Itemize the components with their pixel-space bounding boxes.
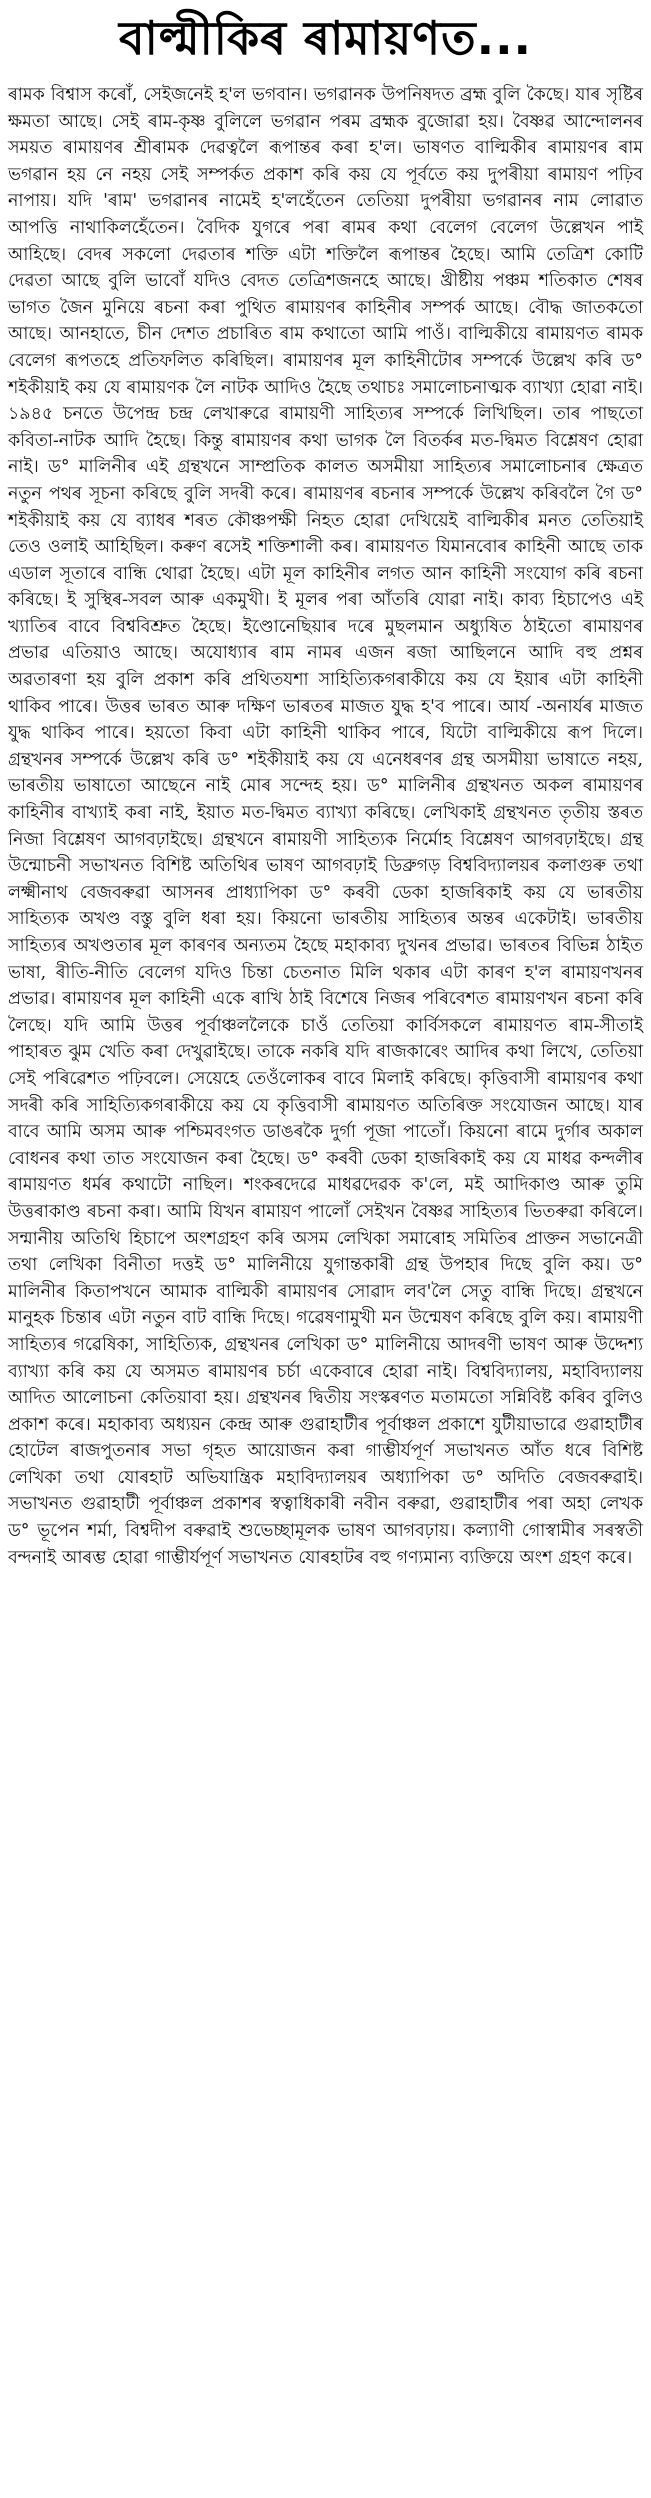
article-body: ৰামক বিশ্বাস কৰোঁ, সেইজনেই হ'ল ভগবান। ভগৱানক উপনিষদত ব্ৰহ্ম বুলি কৈছে। যাৰ সৃষ্টিৰ ক্ষমতা আছে। সেই ৰাম-কৃষ্ণ বুলিলে ভগৱান পৰম ব্ৰহ্মক বুজোৱা হয়। বৈষ্ণৱ আন্দোলনৰ সময়ত ৰামায়ণৰ শ্ৰীৰামক দেৱত্বলৈ ৰূপান্তৰ কৰা হ'ল। ভাষণত বাল্মিকীৰ ৰামায়ণৰ ৰাম ভগৱান হয় নে নহয় সেই সম্পৰ্কত প্ৰকাশ কৰি কয় যে পূৰ্বতে কয় দুপৰীয়া ৰামায়ণ পঢ়িব নাপায়। যদি 'ৰাম' ভগৱানৰ নামেই হ'লহেঁতেন তেতিয়া দুপৰীয়া ভগৱানৰ নাম লোৱাত আপত্তি নাথাকিলহেঁতেন। বৈদিক যুগৰে পৰা ৰামৰ কথা বেলেগ বেলেগ উল্লেখন পাই আহিছে। বেদৰ সকলো দেৱতাৰ শক্তি এটা শক্তিলৈ ৰূপান্তৰ হৈছে। আমি তেত্ৰিশ কোটি দেৱতা আছে বুলি ভাবোঁ যদিও বেদত তেত্ৰিশজনহে আছে। খ্ৰীষ্টীয় পঞ্চম শতিকাত শেষৰ ভাগত জৈন মুনিয়ে ৰচনা কৰা পুথিত ৰামায়ণৰ কাহিনীৰ সম্পৰ্ক আছে। বৌদ্ধ জাতকতো আছে। আনহাতে, চীন দেশত প্ৰচাৰিত ৰাম কথাতো আমি পাওঁ। বাল্মিকীয়ে ৰামায়ণত ৰামক বেলেগ ৰূপতহে প্ৰতিফলিত কৰিছিল। ৰামায়ণৰ মূল কাহিনীটোৰ সম্পৰ্কে উল্লেখ কৰি ড° শইকীয়াই কয় যে ৰামায়ণক লৈ নাটক আদিও হৈছে তথাচঃ সমালোচনাত্মক ব্যাখ্যা হোৱা নাই। ১৯৪৫ চনতে উপেন্দ্ৰ চন্দ্ৰ লেখাৰুৱে ৰামায়ণী সাহিত্যৰ সম্পৰ্কে লিখিছিল। তাৰ পাছতো কবিতা-নাটক আদি হৈছে। কিন্তু ৰামায়ণৰ কথা ভাগক লৈ বিতৰ্কৰ মত-দ্বিমত বিশ্লেষণ হোৱা নাই। ড° মালিনীৰ এই গ্ৰন্থখনে সাম্প্ৰতিক কালত অসমীয়া সাহিত্যৰ সমালোচনাৰ ক্ষেত্ৰত নতুন পথৰ সূচনা কৰিছে বুলি সদৰী কৰে। ৰামায়ণৰ ৰচনাৰ সম্পৰ্কে উল্লেখ কৰিবলৈ গৈ ড° শইকীয়াই কয় যে ব্যাধৰ শৰত কৌঞ্চপক্ষী নিহত হোৱা দেখিয়েই বাল্মিকীৰ মনত তেতিয়াই তেও ওলাই আহিছিল। কৰুণ ৰসেই শক্তিশালী কৰ। ৰামায়ণত যিমানবোৰ কাহিনী আছে তাক এডাল সূতাৰে বান্ধি থোৱা হৈছে। এটা মূল কাহিনীৰ লগত আন কাহিনী সংযোগ কৰি ৰচনা কৰিছে। ই সুস্থিৰ-সবল আৰু একমুখী। ই মূলৰ পৰা আঁতৰি যোৱা নাই। কাব্য হিচাপেও এই খ্যাতিৰ বাবে বিশ্ববিশ্ৰুত হৈছে। ইণ্ডোনেছিয়াৰ দৰে মুছলমান অধ্যুষিত ঠাইতো ৰামায়ণৰ প্ৰভাৱ এতিয়াও আছে। অযোধ্যাৰ ৰাম নামৰ এজন ৰজা আছিলনে আদি বহু প্ৰশ্নৰ অৱতাৰণা হয় বুলি প্ৰকাশ কৰি প্ৰথিতযশা সাহিত্যিকগৰাকীয়ে কয় যে ইয়াৰ এটা কাহিনী থাকিব পাৰে। উত্তৰ ভাৰত আৰু দক্ষিণ ভাৰতৰ মাজত যুদ্ধ হ'ব পাৰে। আৰ্য -অনাৰ্যৰ মাজত যুদ্ধ থাকিব পাৰে। হয়তো কিবা এটা কাহিনী থাকিব পাৰে, যিটো বাল্মিকীয়ে ৰূপ দিলে। গ্ৰন্থখনৰ সম্পৰ্কে উল্লেখ কৰি ড° শইকীয়াই কয় যে এনেধৰণৰ গ্ৰন্থ অসমীয়া ভাষাতে নহয়, ভাৰতীয় ভাষাতো আছেনে নাই মোৰ সন্দেহ হয়। ড° মালিনীৰ গ্ৰন্থখনত অকল ৰামায়ণৰ কাহিনীৰ বাখ্যাই কৰা নাই, ইয়াত মত-দ্বিমত ব্যাখ্যা কৰিছে। লেখিকাই গ্ৰন্থখনত তৃতীয় স্তৰত নিজা বিশ্লেষণ আগবঢ়াইছে। গ্ৰন্থখনে ৰামায়ণী সাহিত্যক নিৰ্মোহ বিশ্লেষণ আগবঢ়াইছে। গ্ৰন্থ উন্মোচনী সভাখনত বিশিষ্ট অতিথিৰ ভাষণ আগবঢ়াই ডিব্ৰুগড় বিশ্ববিদ্যালয়ৰ কলাগুৰু তথা লক্ষ্মীনাথ বেজবৰুৱা আসনৰ প্ৰাধ্যাপিকা ড° কৰবী ডেকা হাজৰিকাই কয় যে ভাৰতীয় সাহিত্যক অখণ্ড বস্তু বুলি ধৰা হয়। কিয়নো ভাৰতীয় সাহিত্যৰ অন্তৰ একেটাই। ভাৰতীয় সাহিত্যৰ অখণ্ডতাৰ মূল কাৰণৰ অন্যতম হৈছে মহাকাব্য দুখনৰ প্ৰভাৱ। ভাৰতৰ বিভিন্ন ঠাইত ভাষা, ৰীতি-নীতি বেলেগ যদিও চিন্তা চেতনাত মিলি থকাৰ এটা কাৰণ হ'ল ৰামায়ণখনৰ প্ৰভাৱ। ৰামায়ণৰ মূল কাহিনী একে ৰাখি ঠাই বিশেষে নিজৰ পৰিবেশত ৰামায়ণখন ৰচনা কৰি লৈছে। যদি আমি উত্তৰ পূৰ্বাঞ্চললৈকে চাওঁ তেতিয়া কাৰ্বিসকলে ৰামায়ণত ৰাম-সীতাই পাহাৰত ঝুম খেতি কৰা দেখুৱাইছে। তাকে নকৰি যদি ৰাজকাৰেং আদিৰ কথা লিখে, তেতিয়া সেই পৰিৱেশত পঢ়িবলে। সেয়েহে তেওঁলোকৰ বাবে মিলাই কৰিছে। কৃত্তিবাসী ৰামায়ণৰ কথা সদৰী কৰি সাহিত্যিকগৰাকীয়ে কয় যে কৃত্তিবাসী ৰামায়ণত অতিৰিক্ত সংযোজন আছে। যাৰ বাবে আমি অসম আৰু পশ্চিমবংগত ডাঙৰকৈ দুৰ্গা পূজা পাতোঁ। কিয়নো ৰামে দুৰ্গাৰ অকাল বোধনৰ কথা তাত সংযোজন কৰা হৈছে। ড° কৰবী ডেকা হাজৰিকাই কয় যে মাধৱ কন্দলীৰ ৰামায়ণত ধৰ্মৰ কথাটো নাছিল। শংকৰদেৱে মাধৱদেৱক ক'লে, মই আদিকাণ্ড আৰু তুমি উত্তৰাকাণ্ড ৰচনা কৰা। আমি যিখন ৰামায়ণ পালোঁ সেইখন বৈষ্ণৱ সাহিত্যৰ ভিতৰুৱা কৰিলে। সন্মানীয় অতিথি হিচাপে অংশগ্ৰহণ কৰি অসম লেখিকা সমাৰোহ সমিতিৰ প্ৰাক্তন সভানেত্ৰী তথা লেখিকা বিনীতা দত্তই ড° মালিনীয়ে যুগান্তকাৰী গ্ৰন্থ উপহাৰ দিছে বুলি কয়। ড° মালিনীৰ কিতাপখনে আমাক বাল্মিকী ৰামায়ণৰ সোৱাদ লব'লৈ সেতু বান্ধি দিছে। গ্ৰন্থখনে মানুহক চিন্তাৰ এটা নতুন বাট বান্ধি দিছে। গৱেষণামুখী মন উন্মেষণ কৰিছে বুলি কয়। ৰামায়ণী সাহিত্যৰ গৱেষিকা, সাহিত্যিক, গ্ৰন্থখনৰ লেখিকা ড° মালিনীয়ে আদৰণী ভাষণ আৰু উদ্দেশ্য ব্যাখ্যা কৰি কয় যে অসমত ৰামায়ণৰ চৰ্চা একেবাৰে হোৱা নাই। বিশ্ববিদ্যালয়, মহাবিদ্যালয় আদিত আলোচনা কেতিয়াবা হয়। গ্ৰন্থখনৰ দ্বিতীয় সংস্কৰণত মতামতো সন্নিবিষ্ট কৰিব বুলিও প্ৰকাশ কৰে। মহাকাব্য অধ্যয়ন কেন্দ্ৰ আৰু গুৱাহাটীৰ পূৰ্বাঞ্চল প্ৰকাশে যুটীয়াভাৱে গুৱাহাটীৰ হোটেল ৰাজপুতনাৰ সভা গৃহত আয়োজন কৰা গাম্ভীৰ্যপূৰ্ণ সভাখনত আঁত ধৰে বিশিষ্ট লেখিকা তথা যোৰহাট অভিযান্ত্ৰিক মহাবিদ্যালয়ৰ অধ্যাপিকা ড° অদিতি বেজবৰুৱাই। সভাখনত গুৱাহাটী পূৰ্বাঞ্চল প্ৰকাশৰ স্বত্বাধিকাৰী নবীন বৰুৱা, গুৱাহাটীৰ পৰা অহা লেখক ড° ভূপেন শৰ্মা, বিশ্বদীপ বৰুৱাই শুভেচ্ছামূলক ভাষণ আগবঢ়ায়। কল্যাণী গোস্বামীৰ সৰস্বতী বন্দনাই আৰম্ভ হোৱা গাম্ভীৰ্যপূৰ্ণ সভাখনত যোৰহাটৰ বহু গণ্যমান্য ব্যক্তিয়ে অংশ গ্ৰহণ কৰে। [8,85,644,1568]
article-headline: বাল্মীকিৰ ৰামায়ণত... [118,11,533,65]
